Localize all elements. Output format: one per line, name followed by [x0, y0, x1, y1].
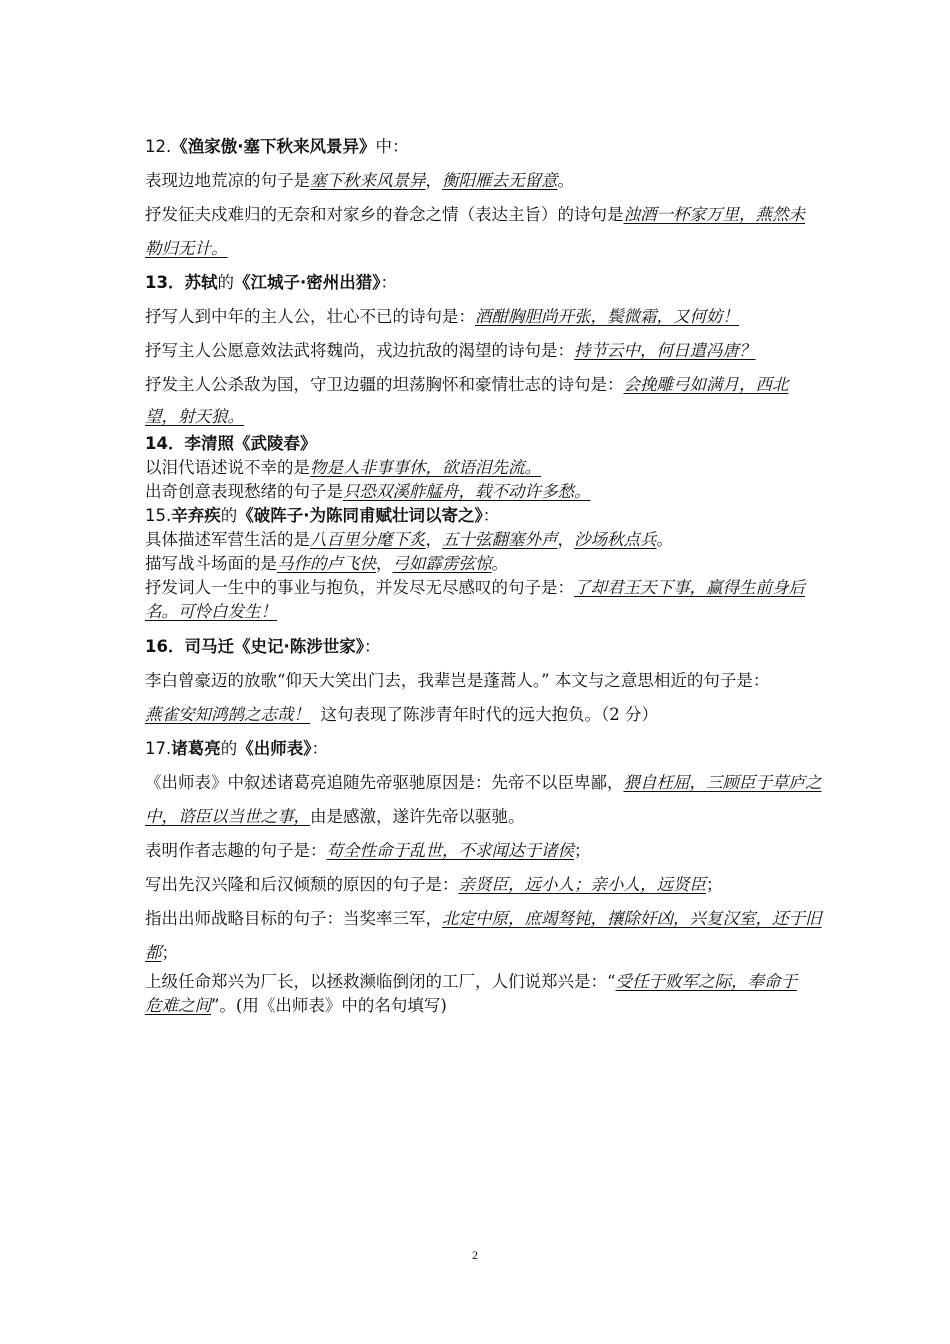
author-name: 苏轼	[184, 273, 218, 292]
poem-title: 《渔家傲·塞下秋来风景异》	[171, 137, 376, 156]
question-line	[145, 970, 895, 994]
answer-continuation	[145, 402, 895, 432]
answer-text: 都	[145, 943, 162, 962]
section-14-heading	[145, 432, 895, 456]
question-note: 由是感激，遂许先帝以驱驰。	[310, 807, 525, 826]
answer-text: 浊酒一杯家万里，燕然未	[623, 205, 805, 224]
answer-text: 酒酣胸胆尚开张，鬓微霜，又何妨！	[475, 307, 739, 326]
question-line	[145, 164, 895, 198]
answer-text: 燕雀安知鸿鹄之志哉！	[145, 705, 310, 724]
question-prompt: 表明作者志趣的句子是：	[145, 841, 327, 860]
answer-text: 持节云中，何日遣冯唐？	[574, 341, 756, 360]
section-number: 16．	[145, 637, 185, 656]
question-prompt: 抒发征夫戍难归的无奈和对家乡的眷念之情（表达主旨）的诗句是	[145, 205, 624, 224]
question-prompt: 写出先汉兴隆和后汉倾颓的原因的句子是：	[145, 875, 459, 894]
answer-text: 塞下秋来风景异	[310, 171, 426, 190]
connector: 的	[220, 506, 238, 525]
line-end: 。	[557, 171, 574, 190]
separator: ，	[557, 530, 574, 549]
question-note: 这句表现了陈涉青年时代的远大抱负。（2 分）	[310, 705, 658, 724]
poem-title: 《江城子·密州出猎》	[233, 273, 381, 292]
answer-text: 只恐双溪舴艋舟，载不动许多愁。	[343, 482, 591, 501]
line-end: ；	[706, 875, 723, 894]
answer-text: 苟全性命于乱世，不求闻达于诸侯	[326, 841, 574, 860]
answer-text: 望，射天狼。	[145, 407, 244, 426]
question-line	[145, 300, 895, 334]
answer-text: 危难之间	[145, 996, 211, 1015]
author-name: 诸葛亮	[171, 739, 221, 758]
heading-tail: ：	[364, 637, 381, 656]
section-16-heading	[145, 630, 895, 664]
answer-text: 八百里分麾下炙	[310, 530, 426, 549]
question-note: ”。(用《出师表》中的名句填写)	[211, 996, 447, 1015]
line-end: ；	[161, 943, 178, 962]
answer-continuation	[145, 936, 895, 970]
answer-text: 五十弦翻塞外声	[442, 530, 558, 549]
answer-text: 了却君王天下事，赢得生前身后	[574, 578, 805, 597]
answer-text: 猥自枉屈，三顾臣于草庐之	[623, 773, 822, 792]
question-line	[145, 902, 895, 936]
section-number: 12.	[145, 137, 172, 156]
answer-text: 中，谘臣以当世之事，	[145, 807, 310, 826]
answer-text: 亲贤臣，远小人；亲小人，远贤臣	[458, 875, 706, 894]
section-number: 13．	[145, 273, 185, 292]
question-line	[145, 766, 895, 800]
document-body	[145, 130, 895, 1018]
question-prompt: 上级任命郑兴为厂长，以拯救濒临倒闭的工厂，人们说郑兴是：“	[145, 972, 616, 991]
heading-tail: ：	[311, 739, 328, 758]
question-line	[145, 868, 895, 902]
heading-tail: ：	[380, 273, 397, 292]
question-prompt: 李白曾豪迈的放歌“仰天大笑出门去，我辈岂是蓬蒿人。” 本文与之意思相近的句子是：	[145, 671, 770, 690]
answer-text: 会挽雕弓如满月，西北	[623, 375, 789, 394]
poem-title: 《出师表》	[237, 739, 312, 758]
answer-text: 马作的卢飞快	[277, 554, 376, 573]
section-12-heading	[145, 130, 895, 164]
question-line	[145, 334, 895, 368]
question-prompt: 表现边地荒凉的句子是	[145, 171, 310, 190]
section-13-heading	[145, 266, 895, 300]
author-name: 辛弃疾	[171, 506, 221, 525]
question-line	[145, 456, 895, 480]
poem-title: 《破阵子·为陈同甫赋壮词以寄之》	[237, 506, 483, 525]
question-line	[145, 698, 895, 732]
answer-continuation	[145, 600, 895, 624]
answer-text: 勒归无计。	[145, 239, 228, 258]
heading-tail: 中：	[375, 137, 409, 156]
section-number: 14．	[145, 434, 185, 453]
answer-continuation	[145, 232, 895, 266]
connector: 的	[220, 739, 238, 758]
question-prompt: 《出师表》中叙述诸葛亮追随先帝驱驰原因是：先帝不以臣卑鄙，	[145, 773, 624, 792]
question-prompt: 具体描述军营生活的是	[145, 530, 310, 549]
answer-text: 沙场秋点兵	[574, 530, 657, 549]
separator: ，	[376, 554, 393, 573]
page-number: 2	[472, 1248, 478, 1262]
question-prompt: 以泪代语述说不幸的是	[145, 458, 310, 477]
separator: ，	[425, 530, 442, 549]
question-line	[145, 528, 895, 552]
heading-tail: ：	[482, 506, 500, 525]
line-end: 。	[656, 530, 673, 549]
separator: ，	[425, 171, 442, 190]
answer-continuation	[145, 994, 895, 1018]
line-end: 。	[491, 554, 508, 573]
question-prompt: 指出出师战略目标的句子：当奖率三军，	[145, 909, 442, 928]
question-prompt: 抒发词人一生中的事业与抱负，并发尽无尽感叹的句子是：	[145, 578, 574, 597]
answer-text: 弓如霹雳弦惊	[392, 554, 492, 573]
question-line	[145, 368, 895, 402]
section-15-heading	[145, 504, 895, 528]
answer-text: 名。可怜白发生！	[145, 602, 277, 621]
answer-continuation	[145, 800, 895, 834]
question-line	[145, 664, 895, 698]
answer-text: 衡阳雁去无留意	[442, 171, 558, 190]
answer-text: 北定中原，庶竭驽钝，攘除奸凶，兴复汉室，还于旧	[442, 909, 822, 928]
section-number: 15.	[145, 506, 172, 525]
question-prompt: 抒发主人公杀敌为国，守卫边疆的坦荡胸怀和豪情壮志的诗句是：	[145, 375, 624, 394]
question-line	[145, 834, 895, 868]
question-prompt: 抒写主人公愿意效法武将魏尚，戎边抗敌的渴望的诗句是：	[145, 341, 574, 360]
question-line	[145, 480, 895, 504]
question-line	[145, 552, 895, 576]
section-17-heading	[145, 732, 895, 766]
question-line	[145, 576, 895, 600]
question-prompt: 描写战斗场面的是	[145, 554, 277, 573]
section-number: 17.	[145, 739, 172, 758]
line-end: ；	[574, 841, 591, 860]
poem-title: 司马迁《史记·陈涉世家》	[184, 637, 364, 656]
question-prompt: 出奇创意表现愁绪的句子是	[145, 482, 343, 501]
connector: 的	[217, 273, 234, 292]
answer-text: 物是人非事事休，欲语泪先流。	[310, 458, 541, 477]
answer-text: 受任于败军之际，奉命于	[615, 972, 797, 991]
question-line	[145, 198, 895, 232]
poem-title: 李清照《武陵春》	[184, 434, 317, 453]
question-prompt: 抒写人到中年的主人公，壮心不已的诗句是：	[145, 307, 475, 326]
